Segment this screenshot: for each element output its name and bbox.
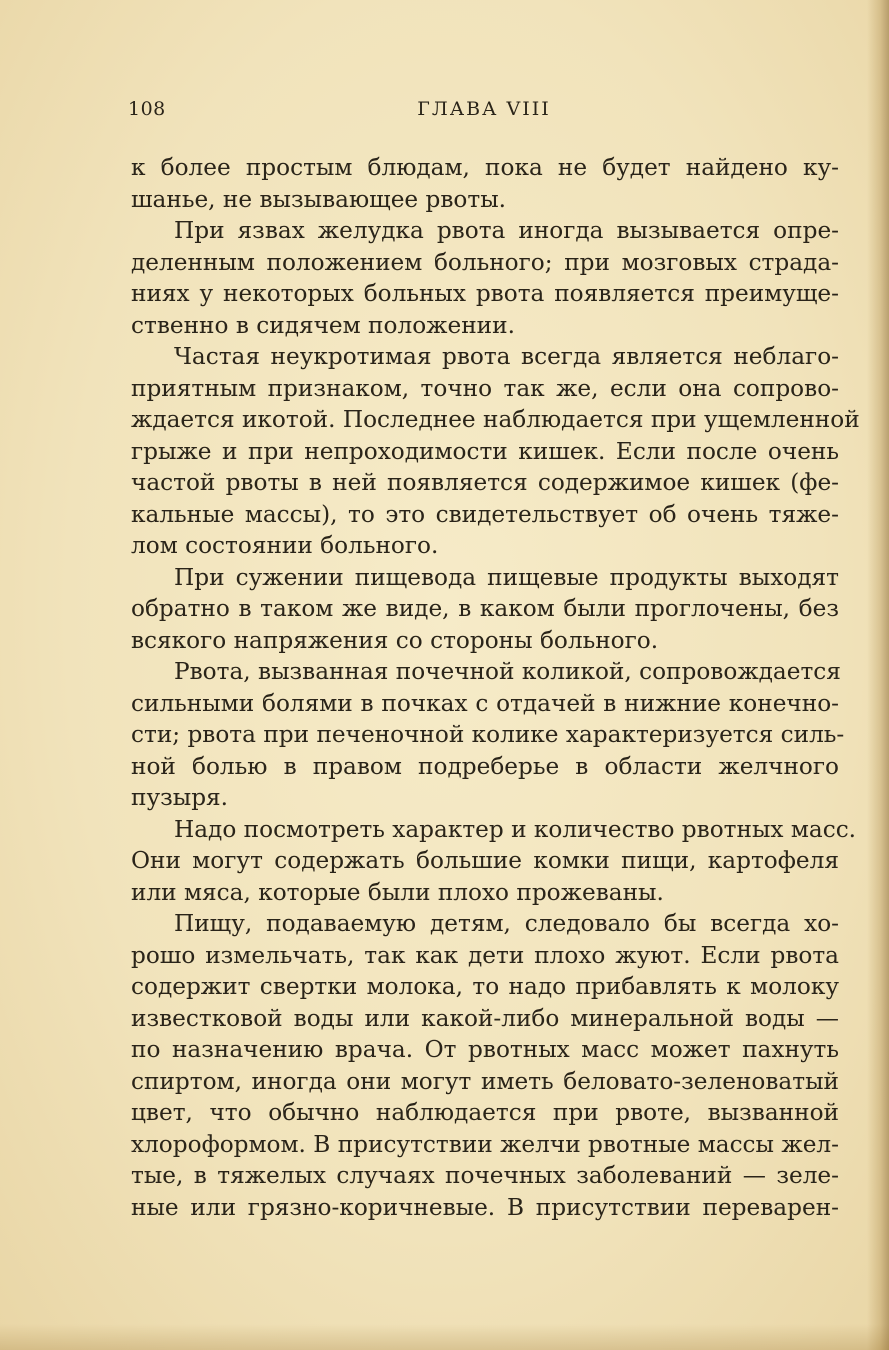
text-line: всякого напряжения со стороны больного. — [131, 626, 659, 654]
text-line: содержит свертки молока, то надо прибавлять к молоку — [131, 973, 839, 1000]
text-line: грыже и при непроходимости кишек. Если после очень — [131, 437, 839, 465]
page-header — [128, 98, 840, 128]
text-line: ной болью в правом подреберье в области желчного — [131, 752, 839, 780]
text-line: При сужении пищевода пищевые продукты выходят — [174, 563, 839, 591]
paragraph — [131, 215, 839, 341]
text-line: ждается икотой. Последнее наблюдается при ущемленной — [131, 406, 860, 433]
paragraph — [131, 152, 839, 215]
text-line: частой рвоты в ней появляется содержимое кишек (фе- — [131, 469, 839, 496]
text-line: пузыря. — [131, 784, 229, 811]
text-line: лом состоянии больного. — [131, 532, 439, 559]
text-line: хлороформом. В присутствии желчи рвотные массы жел- — [131, 1130, 839, 1158]
text-line: При язвах желудка рвота иногда вызывается опре- — [174, 217, 839, 244]
text-line: ные или грязно-коричневые. В присутствии переварен- — [131, 1193, 839, 1221]
text-line: известковой воды или какой-либо минеральной воды — — [131, 1004, 839, 1032]
text-line: деленным положением больного; при мозговых страда- — [131, 248, 839, 276]
paragraph — [131, 656, 845, 814]
text-line: сти; рвота при печеночной колике характеризуется силь- — [131, 721, 845, 748]
running-head: ГЛАВА VIII — [417, 98, 551, 120]
text-line: Пищу, подаваемую детям, следовало бы всегда хо- — [174, 910, 839, 937]
body-text — [131, 152, 860, 1223]
page-bottom-shadow — [0, 1324, 889, 1350]
page-edge-shadow — [867, 0, 889, 1350]
text-line: обратно в таком же виде, в каком были проглочены, без — [131, 595, 839, 622]
text-line: Частая неукротимая рвота всегда является неблаго- — [174, 343, 839, 370]
paragraph — [131, 908, 839, 1223]
text-line: рошо измельчать, так как дети плохо жуют. Если рвота — [131, 941, 839, 969]
text-line: тые, в тяжелых случаях почечных заболеваний — зеле- — [131, 1162, 839, 1189]
page-number: 108 — [128, 98, 166, 120]
text-line: приятным признаком, точно так же, если она сопрово- — [131, 374, 839, 402]
text-line: ниях у некоторых больных рвота появляется преимуще- — [131, 280, 839, 307]
text-line: спиртом, иногда они могут иметь беловато-зеленоватый — [131, 1067, 839, 1095]
text-line: цвет, что обычно наблюдается при рвоте, вызванной — [131, 1099, 839, 1126]
text-line: к более простым блюдам, пока не будет найдено ку- — [131, 154, 839, 181]
text-line: Рвота, вызванная почечной коликой, сопровождается — [174, 658, 841, 685]
text-line: кальные массы), то это свидетельствует об очень тяже- — [131, 500, 839, 528]
paragraph — [131, 341, 860, 562]
text-line: шанье, не вызывающее рвоты. — [131, 185, 507, 213]
text-line: по назначению врача. От рвотных масс может пахнуть — [131, 1036, 839, 1063]
text-line: ственно в сидячем положении. — [131, 311, 515, 339]
text-line: или мяса, которые были плохо прожеваны. — [131, 878, 664, 906]
text-line: Надо посмотреть характер и количество рвотных масс. — [174, 815, 857, 843]
text-line: сильными болями в почках с отдачей в нижние конечно- — [131, 689, 839, 717]
text-line: Они могут содержать большие комки пищи, картофеля — [131, 847, 839, 874]
paragraph — [131, 562, 839, 657]
paragraph — [131, 814, 857, 909]
